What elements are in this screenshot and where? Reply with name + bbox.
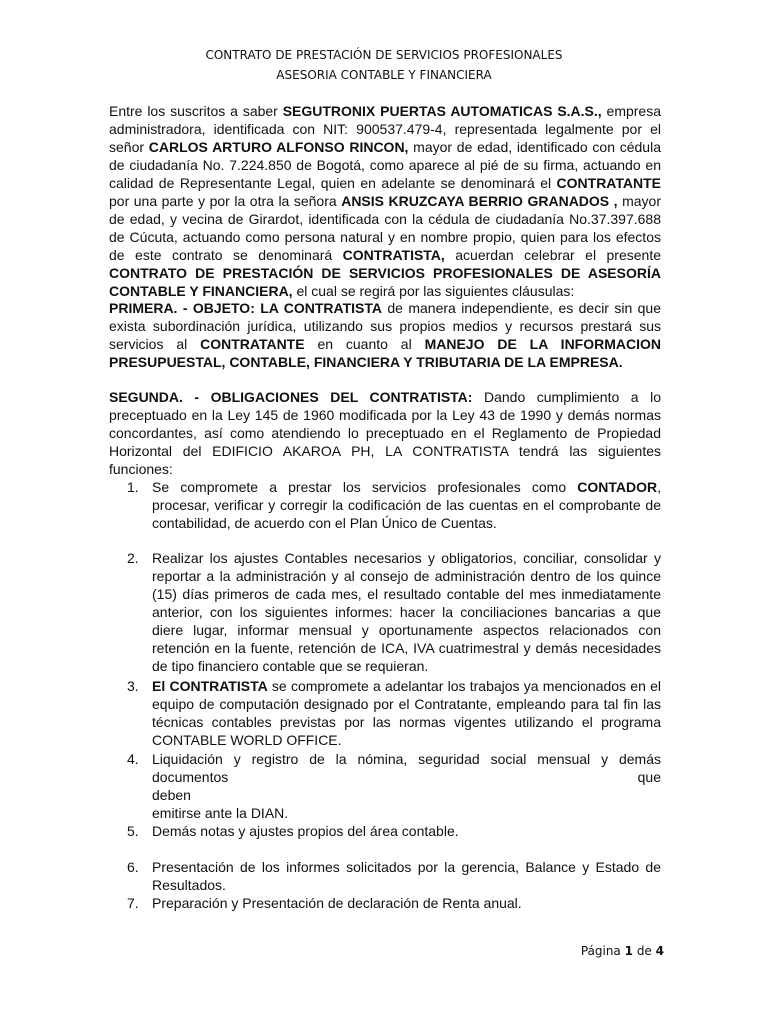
list-item-text (152, 858, 661, 894)
clause-text: de manera independiente, es decir sin que exista subordinación jurídica, utilizando sus propios medios y recursos prestará sus servicios al (109, 300, 661, 352)
intro-text: el cual se regirá por las siguientes cláusulas: (292, 283, 575, 299)
item-text: , procesar, verificar y corregir la codificación de las cuentas en el comprobante de contabilidad, de acuerdo con el Plan Único de Cuentas. (152, 479, 661, 531)
item-bold-text: CONTADOR (577, 479, 658, 495)
item-bold-text: El CONTRATISTA (152, 678, 268, 694)
intro-text: Entre los suscritos a saber (109, 103, 283, 119)
document-subtitle: ASESORIA CONTABLE Y FINANCIERA (276, 68, 492, 82)
intro-text: mayor de edad, identificado con cédula de ciudadanía No. 7.224.850 de Bogotá, como aparece al pié de su firma, actuando en calidad de Representante Legal, quien en adelante se denominará el (109, 139, 661, 191)
list-item-number: 4. (127, 751, 139, 767)
list-item-number: 6. (127, 859, 139, 875)
intro-text: acuerdan celebrar el presente (444, 247, 661, 263)
representative-name: CARLOS ARTURO ALFONSO RINCON, (148, 139, 409, 155)
list-item-number: 7. (127, 895, 139, 911)
clause-text: Dando cumplimiento a lo preceptuado en la Ley 145 de 1960 modificada por la Ley 43 de 1990 y demás normas concordantes, así como atendiendo lo preceptuado en el Reglamento de Propiedad Horizontal del EDIFICIO AKAROA PH, LA CONTRATISTA tendrá las siguientes funciones: (109, 389, 661, 477)
list-item-number: 3. (127, 678, 139, 694)
contratante-term: CONTRATANTE (556, 175, 661, 191)
list-item-text (152, 549, 661, 675)
clause-label: SEGUNDA. - OBLIGACIONES DEL CONTRATISTA: (109, 389, 473, 405)
list-item-number: 1. (127, 479, 139, 495)
total-pages: 4 (655, 944, 664, 958)
clause-text: en cuanto al (304, 336, 425, 352)
item-text: Liquidación y registro de la nómina, seguridad social mensual y demás documentos que (152, 751, 661, 785)
item-text: Demás notas y ajustes propios del área contable. (152, 823, 459, 839)
clause-primera (109, 299, 661, 371)
page-of: de (636, 944, 652, 958)
list-item-text (152, 822, 661, 840)
item-text: Presentación de los informes solicitados por la gerencia, Balance y Estado de Resultados. (152, 859, 661, 893)
item-text: deben (152, 787, 191, 803)
contratista-term: CONTRATISTA, (342, 247, 445, 263)
intro-paragraph (109, 102, 661, 300)
item-text: emitirse ante la DIAN. (152, 805, 289, 821)
clause-scope: MANEJO DE LA INFORMACION PRESUPUESTAL, CONTABLE, FINANCIERA Y TRIBUTARIA DE LA EMPRESA. (109, 336, 662, 370)
list-item-text (152, 677, 661, 749)
clause-segunda (109, 388, 661, 478)
intro-text: mayor de edad, y vecina de Girardot, identificada con la cédula de ciudadanía No.37.397.688 de Cúcuta, actuando como persona natural y en nombre propio, quien para los efectos de este contrato se denominará (109, 193, 661, 263)
intro-text: por una parte y por la otra la señora (109, 193, 342, 209)
list-item-number: 2. (127, 550, 139, 566)
company-name: SEGUTRONIX PUERTAS AUTOMATICAS S.A.S., (282, 103, 602, 119)
list-item-text (152, 894, 661, 912)
current-page: 1 (624, 944, 633, 958)
item-text: Realizar los ajustes Contables necesarios y obligatorios, conciliar, consolidar y reportar a la administración y al consejo de administración dentro de los quince (15) días primeros de cada mes, el resultado contable del mes inmediatamente anterior, con los siguientes informes: hacer la conciliaciones bancarias a que diere lugar, informar mensual y oportunamente aspectos relacionados con retención en la fuente, retención de ICA, IVA cuatrimestral y demás necesidades de tipo financiero contable que se requieran. (152, 550, 661, 674)
list-item-number: 5. (127, 823, 139, 839)
item-text: Se compromete a prestar los servicios profesionales como (152, 479, 578, 495)
contractor-name: ANSIS KRUZCAYA BERRIO GRANADOS , (341, 193, 618, 209)
contratante-term: CONTRATANTE (200, 336, 305, 352)
list-item-text (152, 750, 661, 822)
list-item-text (152, 478, 661, 532)
intro-text: empresa administradora, identificada con NIT: 900537.479-4, representada legalmente por el señor (109, 103, 661, 155)
contract-name: CONTRATO DE PRESTACIÓN DE SERVICIOS PROFESIONALES DE ASESORÍA CONTABLE Y FINANCIERA, (109, 265, 661, 299)
page-number (560, 944, 664, 958)
page-label: Página (580, 944, 621, 958)
clause-label: PRIMERA. - OBJETO: LA CONTRATISTA (109, 300, 383, 316)
item-text: Preparación y Presentación de declaración de Renta anual. (152, 895, 522, 911)
item-text: se compromete a adelantar los trabajos ya mencionados en el equipo de computación designado por el Contratante, empleando para tal fin las técnicas contables previstas por las normas vigentes utilizando el programa CONTABLE WORLD OFFICE. (152, 678, 661, 748)
document-title: CONTRATO DE PRESTACIÓN DE SERVICIOS PROFESIONALES (205, 48, 563, 62)
